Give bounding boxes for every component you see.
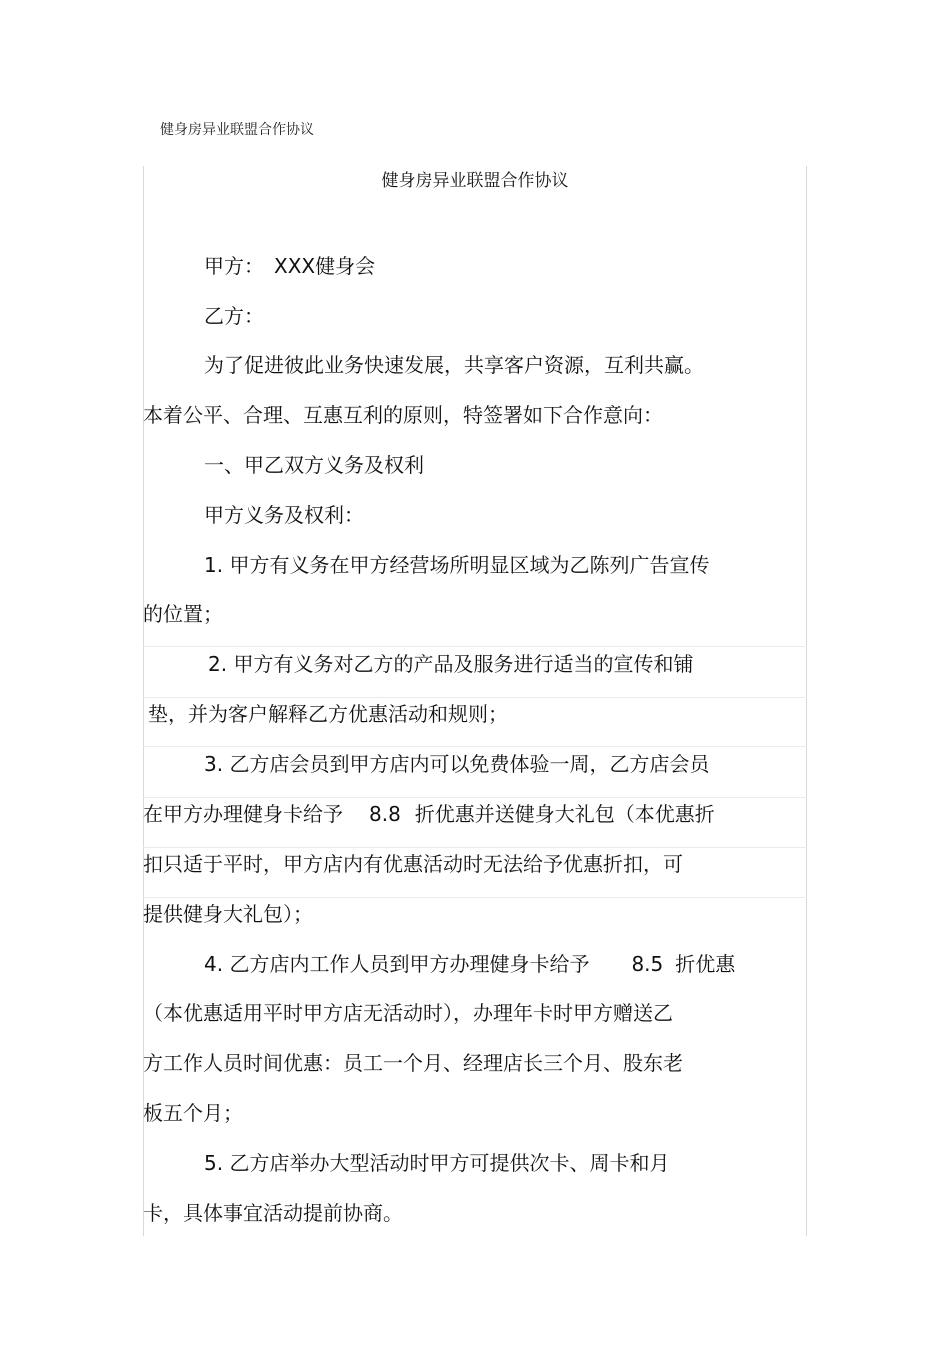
- row-divider: [143, 746, 807, 747]
- clause-3-text-a: 在甲方办理健身卡给予: [143, 802, 343, 826]
- row-divider: [143, 646, 807, 647]
- clause-4-discount: 8.5: [631, 952, 664, 976]
- document-title: 健身房异业联盟合作协议: [381, 171, 569, 191]
- clause-4-line-3: 方工作人员时间优惠：员工一个月、经理店长三个月、股东老: [143, 1051, 683, 1075]
- left-border-line: [143, 166, 144, 1236]
- clause-5-line-2: 卡，具体事宜活动提前协商。: [143, 1201, 403, 1225]
- clause-4-text-b: 折优惠: [675, 952, 736, 976]
- row-divider: [143, 847, 807, 848]
- clause-3-discount: 8.8: [369, 802, 401, 826]
- row-divider: [143, 797, 807, 798]
- clause-4-line-1: [204, 952, 735, 976]
- intro-line-1: 为了促进彼此业务快速发展，共享客户资源，互利共赢。: [204, 353, 704, 377]
- clause-1-line-2: 的位置；: [143, 602, 223, 626]
- intro-line-2: 本着公平、合理、互惠互利的原则，特签署如下合作意向：: [143, 403, 663, 427]
- clause-1-line-1: 1. 甲方有义务在甲方经营场所明显区域为乙陈列广告宣传: [204, 553, 710, 577]
- party-a-rights-heading: 甲方义务及权利：: [204, 503, 364, 527]
- party-b-line: 乙方：: [204, 304, 264, 328]
- clause-3-line-3: 扣只适于平时，甲方店内有优惠活动时无法给予优惠折扣，可: [143, 852, 683, 876]
- party-a-label: 甲方：: [204, 254, 264, 278]
- clause-2-line-1: 2. 甲方有义务对乙方的产品及服务进行适当的宣传和铺: [208, 652, 694, 676]
- party-a-name: XXX健身会: [274, 254, 376, 278]
- row-divider: [143, 697, 807, 698]
- clause-4-line-2: （本优惠适用平时甲方店无活动时），办理年卡时甲方赠送乙: [143, 1001, 673, 1025]
- clause-5-line-1: 5. 乙方店举办大型活动时甲方可提供次卡、周卡和月: [204, 1151, 670, 1175]
- right-border-line: [806, 166, 807, 1236]
- clause-3-line-2: [143, 802, 715, 826]
- clause-4-line-4: 板五个月；: [143, 1101, 243, 1125]
- running-header-title: 健身房异业联盟合作协议: [160, 122, 314, 138]
- clause-3-line-4: 提供健身大礼包）；: [143, 902, 313, 926]
- clause-2-line-2: 垫，并为客户解释乙方优惠活动和规则；: [148, 702, 508, 726]
- clause-3-line-1: 3. 乙方店会员到甲方店内可以免费体验一周，乙方店会员: [204, 752, 710, 776]
- party-a-line: [204, 254, 375, 278]
- clause-3-text-b: 折优惠并送健身大礼包（本优惠折: [414, 802, 715, 826]
- row-divider: [143, 897, 807, 898]
- section-1-heading: 一、甲乙双方义务及权利: [204, 453, 424, 477]
- clause-4-text-a: 4. 乙方店内工作人员到甲方办理健身卡给予: [204, 952, 590, 976]
